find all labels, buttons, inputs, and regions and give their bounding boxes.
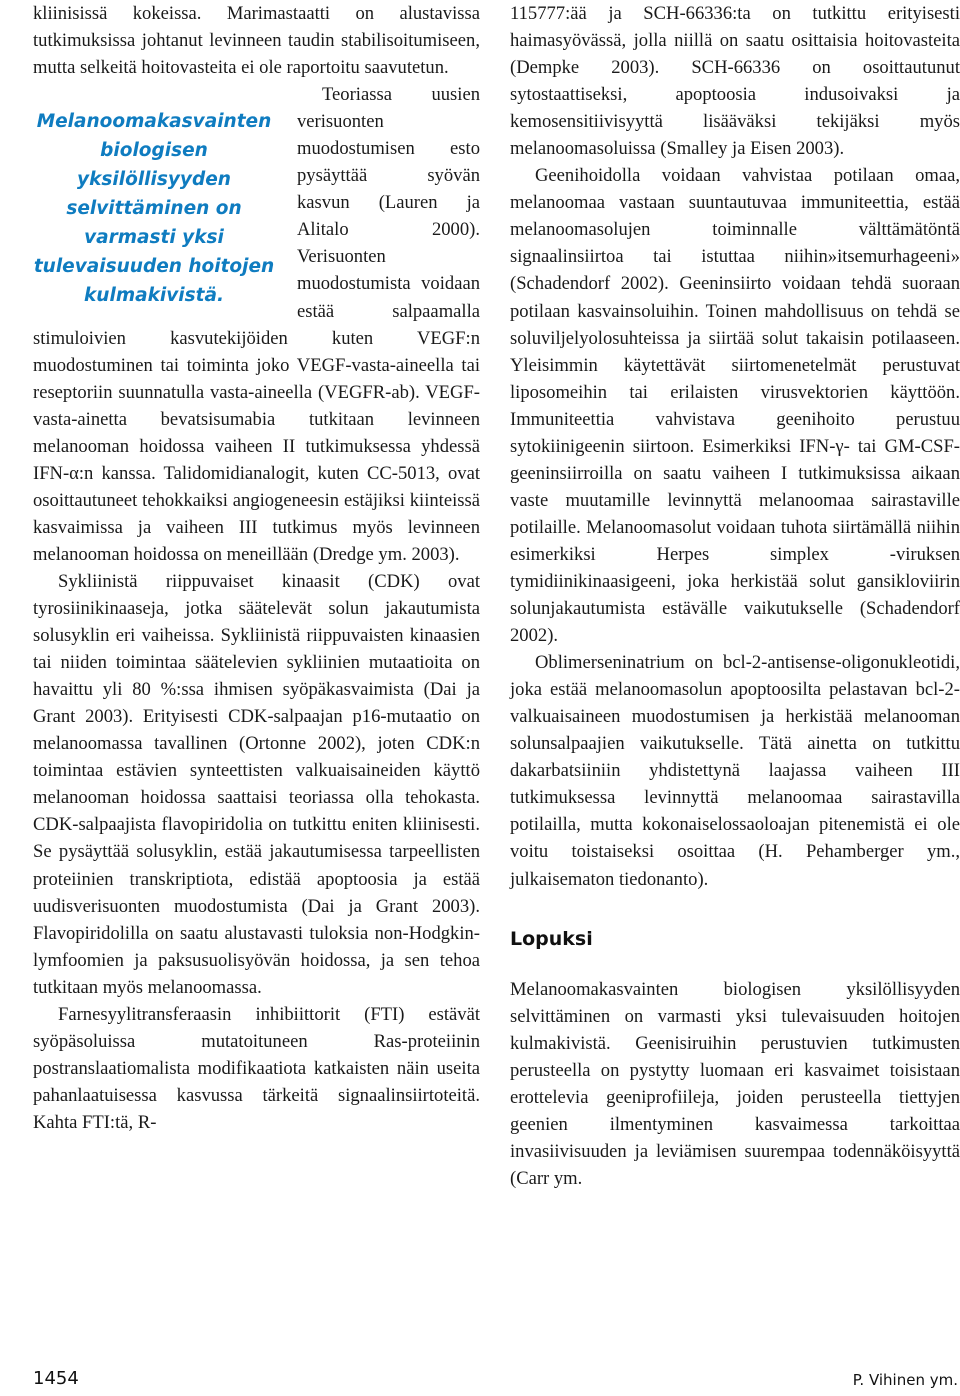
pull-quote: Melanoomakasvainten biologisen yksilöllisyyden selvittäminen on varmasti yksi tulevaisuuden hoitojen kulmakivistä. bbox=[33, 111, 275, 307]
left-paragraph-1: kliinisissä kokeissa. Marimastaatti on alustavissa tutkimuksissa johtanut levinneen taudin stabilisoitumiseen, mutta selkeitä hoitovasteita ei ole raportoitu saavutetun. bbox=[33, 3, 480, 79]
left-paragraph-2 bbox=[33, 81, 480, 568]
page-number: 1454 bbox=[33, 1368, 79, 1389]
right-column bbox=[510, 0, 960, 1192]
right-paragraph-2: Geenihoidolla voidaan vahvistaa potilaan omaa, melanoomaa vastaan suuntautuvaa immuniteettia, estää melanoomasolujen toiminnalle välttämätöntä signaalinsiirtoa tai istuttaa niihin»itsemurhageeni» (Schadendorf 2002). Geeninsiirto voidaan tehdä suoraan potilaan kasvainsoluihin. Toinen mahdollisuus on tehdä se soluviljelyolosuhteissa ja siirtää solut takaisin potilaaseen. Yleisimmin käytettävät siirtomenetelmät perustuvat liposomeihin tai erilaisten virusvektorien käyttöön. Immuniteettia vahvistava geenihoito perustuu sytokiinigeenin siirtoon. Esimerkiksi IFN-γ- tai GM-CSF-geeninsiirroilla on saatu vaiheen I tutkimuksissa aikaan vaste muutamille levinnyttä melanoomaa sairastaville potilaille. Melanoomasolut voidaan tuhota siirtämällä niihin esimerkiksi Herpes simplex -viruksen tymidiinikinaasigeeni, joka herkistää solut gansikloviirin solunjakautumista estävälle vaikutukselle (Schadendorf 2002). bbox=[510, 165, 960, 647]
left-paragraph-3: Sykliinistä riippuvaiset kinaasit (CDK) ovat tyrosiinikinaaseja, jotka säätelevät solun jakautumista solusyklin eri vaiheissa. Sykliinistä riippuvaisten kinaasien tai niiden toimintaa säätelevien sykliinien mutaatioita on havaittu yli 80 %:ssa ihmisen syöpäkasvaimista (Dai ja Grant 2003). Erityisesti CDK-salpaajan p16-mutaatio on melanoomassa tavallinen (Ortonne 2002), joten CDK:n toimintaa estävien synteettisten valkuaisaineiden käyttö melanooman hoidossa saattaisi teoriassa olla tehokasta. CDK-salpaajista flavopiridolia on tutkittu eniten kliinisesti. Se pysäyttää solusyklin, estää jakautumisessa tarpeellisten proteiinien transkriptiota, edistää apoptoosia ja estää uudisverisuonten muodostumista (Dai ja Grant 2003). Flavopiridolilla on saatu alustavasti tuloksia non-Hodgkin-lymfoomien ja paksusuolisyövän hoidossa, ja sen tehoa tutkitaan myös melanoomassa. bbox=[33, 570, 480, 998]
left-paragraph-4: Farnesyylitransferaasin inhibiittorit (FTI) estävät syöpäsoluissa mutatoituneen Ras-proteiinin postranslaatiomalista modifikaatiota katkaisten näin useita pahanlaatuisessa kasvussa tärkeitä signaalinsiirtoteitä. Kahta FTI:tä, R- bbox=[33, 1003, 480, 1133]
right-paragraph-4: Melanoomakasvainten biologisen yksilöllisyyden selvittäminen on varmasti yksi tulevaisuuden hoitojen kulmakivistä. Geenisiruihin perustuvien tutkimusten perusteella on pystytty luomaan eri kasvaimet toisistaan erottelevia geeniprofiileja, joiden perusteella tiettyjen geenien ilmentyminen kasvaimessa tarkoittaa invasiivisuuden ja leviämisen suurempaa todennäköisyyttä (Carr ym. bbox=[510, 978, 960, 1189]
left-paragraph-2-text: Teoriassa uusien verisuonten muodostumisen esto pysäyttää syövän kasvun (Lauren ja Alitalo 2000). Verisuonten muodostumista voidaan estää salpaamalla stimuloivien kasvutekijöiden kuten VEGF:n muodostuminen tai toiminta joko VEGF-vasta-aineella tai reseptoriin suunnatulla vasta-aineella (VEGFR-ab). VEGF-vasta-ainetta bevatsisumabia tutkitaan levinneen melanooman hoidossa vaiheen II tutkimuksessa yhdessä IFN-α:n kanssa. Talidomidianalogit, kuten CC-5013, ovat osoittautuneet tehokkaiksi angiogeneesin estäjiksi kiinteissä kasvaimissa ja vaiheen III tutkimus myös levinneen melanooman hoidossa on meneillään (Dredge ym. 2003). bbox=[33, 84, 480, 565]
left-column bbox=[33, 0, 480, 1136]
section-heading-lopuksi: Lopuksi bbox=[510, 927, 593, 950]
running-footer-author: P. Vihinen ym. bbox=[852, 1371, 958, 1389]
pull-quote-box bbox=[33, 85, 297, 307]
right-paragraph-3: Oblimerseninatrium on bcl-2-antisense-oligonukleotidi, joka estää melanoomasolun apoptoosilta pelastavan bcl-2-valkuaisaineen muodostumisen ja herkistää melanooman solunsalpaajien vaikutukselle. Tätä ainetta on tutkittu dakarbatsiiniin yhdistettynä laajassa vaiheen III tutkimuksessa levinnyttä melanoomaa sairastavilla potilailla, mutta kokonaiselossaoloajan pitenemistä ei ole voitu toistaiseksi osoittaa (H. Pehamberger ym., julkaisematon tiedonanto). bbox=[510, 652, 960, 890]
right-paragraph-1: 115777:ää ja SCH-66336:ta on tutkittu erityisesti haimasyövässä, jolla niillä on saatu osittaisia hoitovasteita (Dempke 2003). SCH-66336 on osoittautunut sytostaattiseksi, apoptoosia indusoivaksi ja kemosensitiivisyyttä lisääväksi tekijäksi myös melanoomasoluissa (Smalley ja Eisen 2003). bbox=[510, 3, 960, 160]
